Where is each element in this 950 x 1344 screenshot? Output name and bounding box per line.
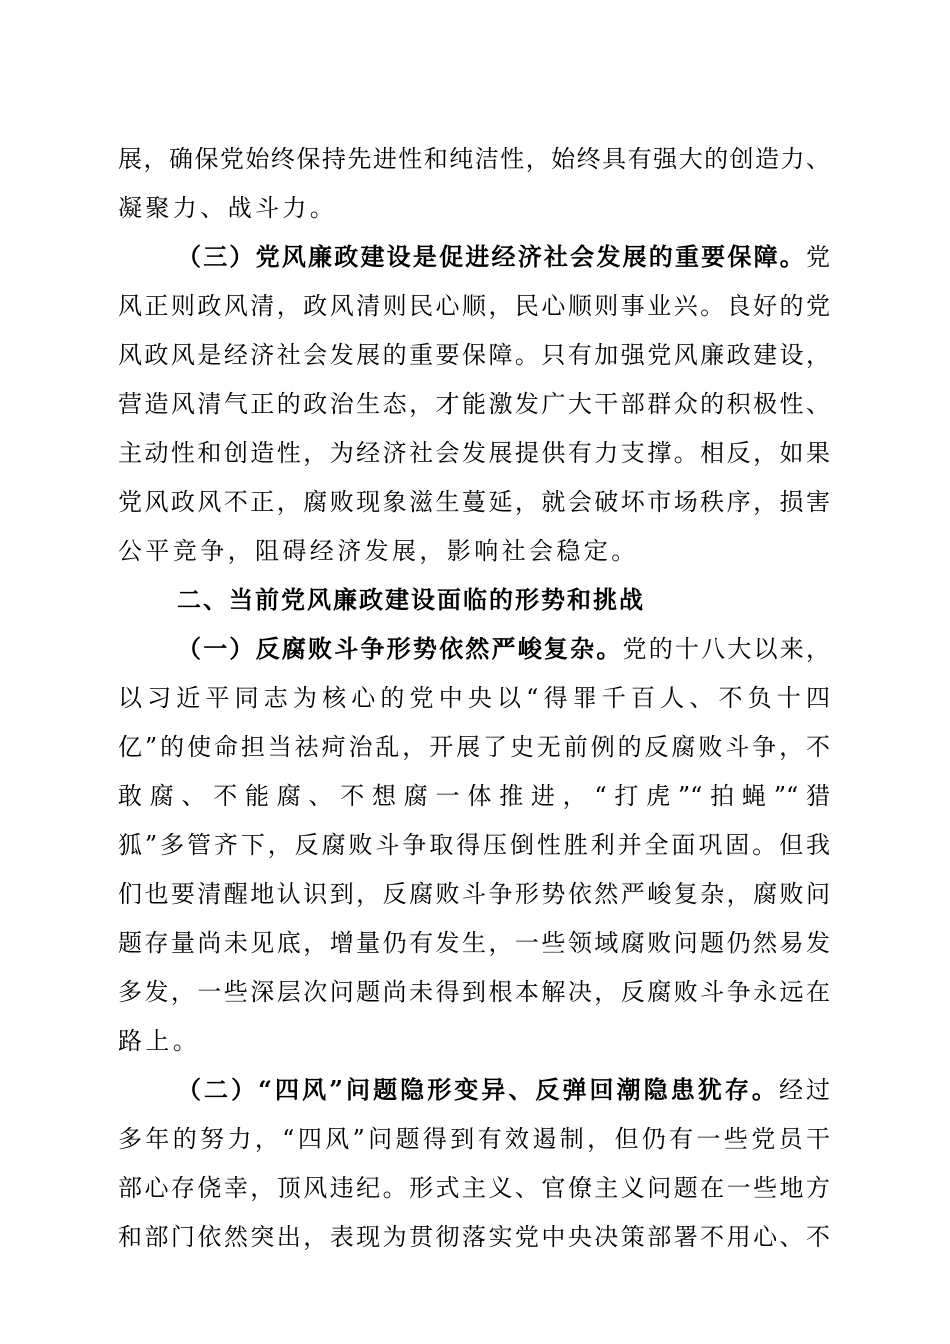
body-line: 们也要清醒地认识到，反腐败斗争形势依然严峻复杂，腐败问 [118,880,830,908]
body-line: 多年的努力，“四风”问题得到有效遏制，但仍有一些党员干 [118,1125,830,1153]
body-line: 以习近平同志为核心的党中央以“得罪千百人、不负十四 [118,684,830,712]
body-text: 党 [806,243,830,271]
body-line: 风正则政风清，政风清则民心顺，民心顺则事业兴。良好的党 [118,292,830,320]
subheading-1: （一）反腐败斗争形势依然严峻复杂。 [177,634,623,663]
body-line: 和部门依然突出，表现为贯彻落实党中央决策部署不用心、不 [118,1223,830,1251]
subheading-2: （二）“四风”问题隐形变异、反弹回潮隐患犹存。 [177,1075,779,1104]
body-line: 风政风是经济社会发展的重要保障。只有加强党风廉政建设， [118,341,830,369]
body-line: 部心存侥幸，顶风违纪。形式主义、官僚主义问题在一些地方 [118,1174,830,1202]
body-text: 党的十八大以来， [622,635,831,663]
body-line: 多发，一些深层次问题尚未得到根本解决，反腐败斗争永远在 [118,978,830,1006]
body-line: 公平竞争，阻碍经济发展，影响社会稳定。 [118,537,639,565]
section-2-2-line [177,1071,830,1109]
section-heading-2: 二、当前党风廉政建设面临的形势和挑战 [177,586,645,614]
body-line: 营造风清气正的政治生态，才能激发广大干部群众的积极性、 [118,390,830,418]
body-line: 凝聚力、战斗力。 [118,194,338,222]
section-2-1-line [177,630,830,668]
body-line: 主动性和创造性，为经济社会发展提供有力支撑。相反，如果 [118,439,830,467]
body-line: 展，确保党始终保持先进性和纯洁性，始终具有强大的创造力、 [118,145,830,173]
body-line: 路上。 [118,1027,201,1055]
body-line: 狐”多管齐下，反腐败斗争取得压倒性胜利并全面巩固。但我 [118,831,830,859]
body-line: 亿”的使命担当祛疴治乱，开展了史无前例的反腐败斗争，不 [118,733,830,761]
section-3-line [177,238,830,276]
body-line: 题存量尚未见底，增量仍有发生，一些领域腐败问题仍然易发 [118,929,830,957]
body-line: 敢腐、不能腐、不想腐一体推进，“打虎”“拍蝇”“猎 [118,782,830,810]
body-line: 党风政风不正，腐败现象滋生蔓延，就会破坏市场秩序，损害 [118,488,830,516]
body-text: 经过 [778,1076,831,1104]
subheading-3: （三）党风廉政建设是促进经济社会发展的重要保障。 [177,242,806,271]
